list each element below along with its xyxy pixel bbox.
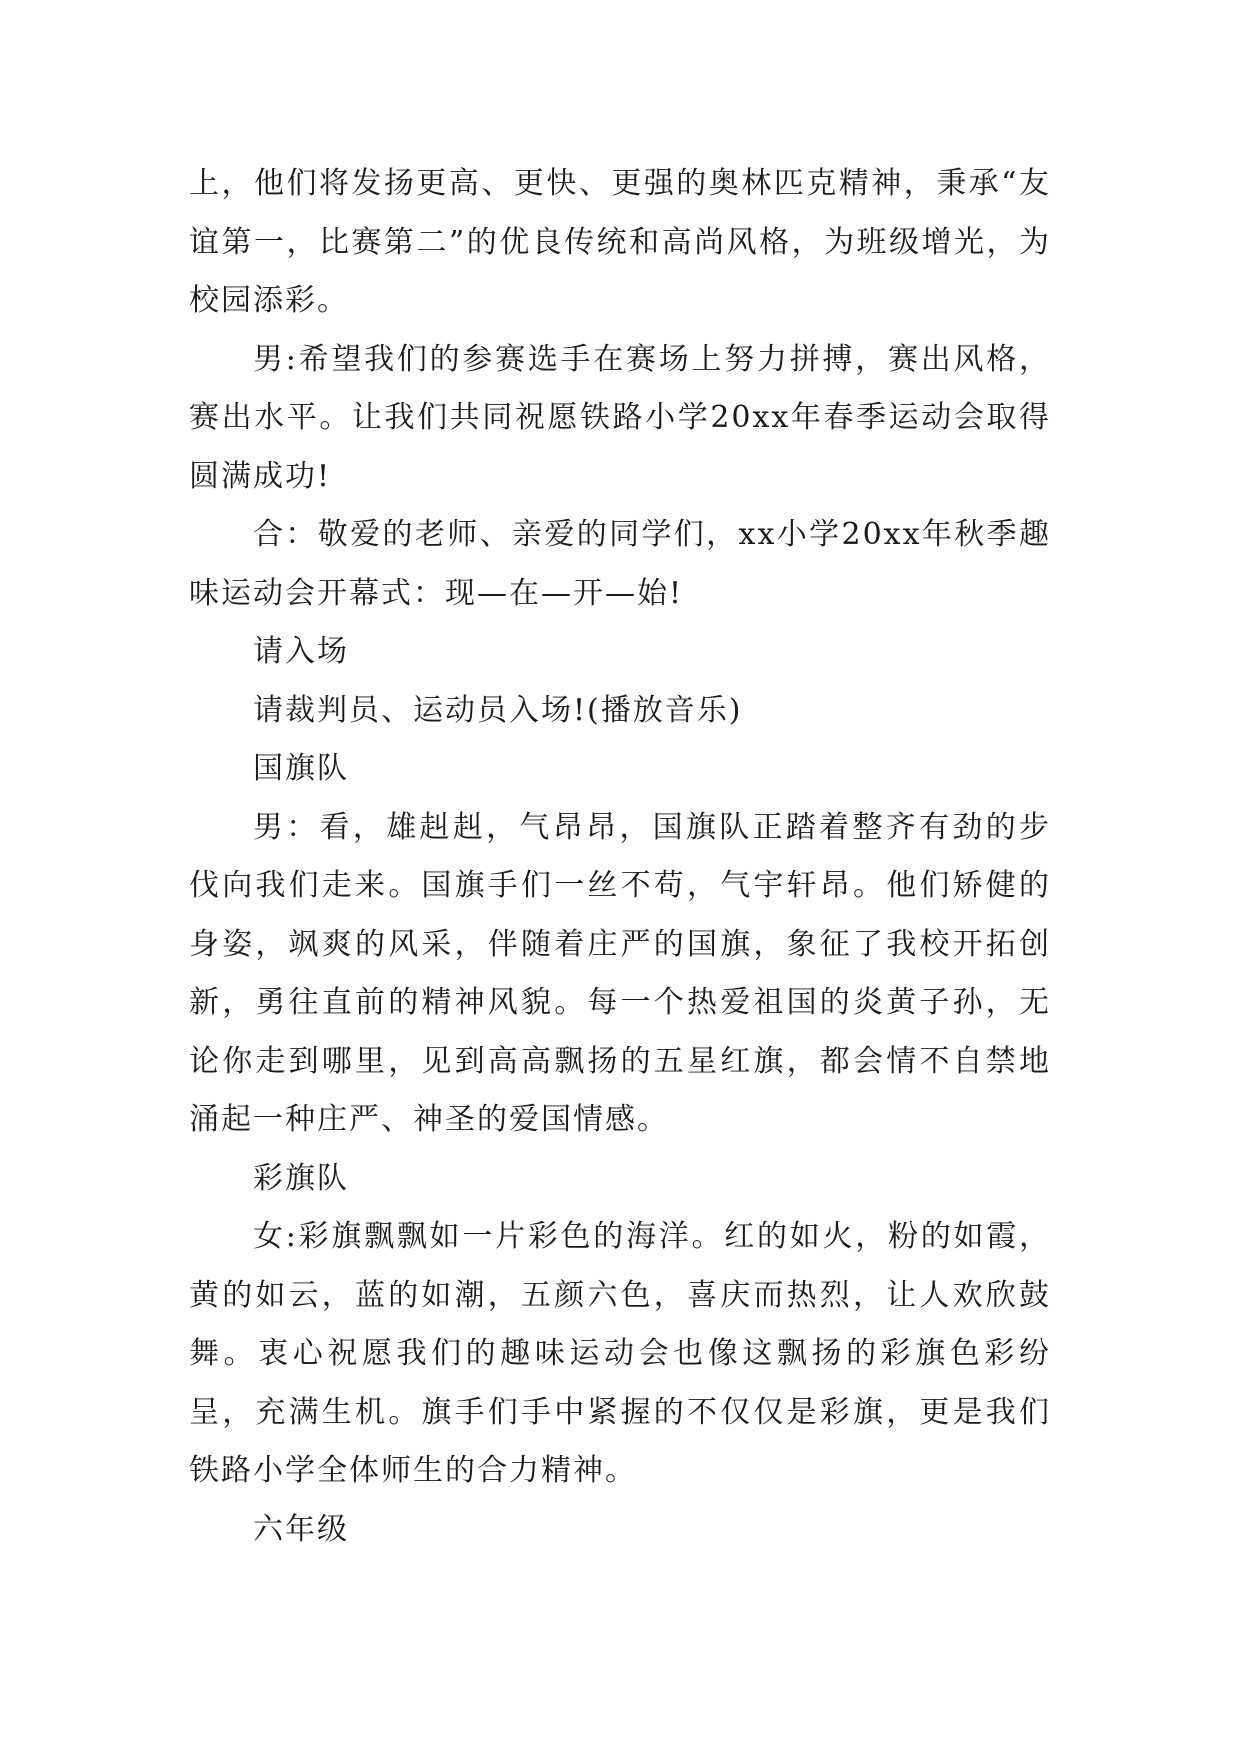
paragraph-male-host-wish: 男:希望我们的参赛选手在赛场上努力拼搏，赛出风格，赛出水平。让我们共同祝愿铁路小学20xx年春季运动会取得圆满成功! <box>189 341 1051 494</box>
paragraph-entrance-instruction: 请裁判员、运动员入场!(播放音乐) <box>253 692 743 728</box>
paragraph-continuation: 上，他们将发扬更高、更快、更强的奥林匹克精神，秉承“友谊第一，比赛第二”的优良传统和高尚风格，为班级增光，为校园添彩。 <box>189 166 1051 318</box>
paragraph-color-flag-team: 女:彩旗飘飘如一片彩色的海洋。红的如火，粉的如霞，黄的如云，蓝的如潮，五颜六色，喜庆而热烈，让人欢欣鼓舞。衷心祝愿我们的趣味运动会也像这飘扬的彩旗色彩纷呈，充满生机。旗手们手中紧握的不仅仅是彩旗，更是我们铁路小学全体师生的合力精神。 <box>189 1219 1051 1488</box>
section-heading-grade-six: 六年级 <box>253 1511 349 1547</box>
section-heading-entrance: 请入场 <box>253 634 349 669</box>
section-heading-color-flag-team: 彩旗队 <box>253 1160 349 1196</box>
section-heading-national-flag-team: 国旗队 <box>253 751 349 786</box>
paragraph-national-flag-team: 男：看，雄赳赳，气昂昂，国旗队正踏着整齐有劲的步伐向我们走来。国旗手们一丝不苟，气宇轩昂。他们矫健的身姿，飒爽的风采，伴随着庄严的国旗，象征了我校开拓创新，勇往直前的精神风貌。每一个热爱祖国的炎黄子孙，无论你走到哪里，见到高高飘扬的五星红旗，都会情不自禁地涌起一种庄严、神圣的爱国情感。 <box>189 809 1051 1137</box>
document-body <box>189 155 1051 1559</box>
paragraph-together-opening: 合：敬爱的老师、亲爱的同学们，xx小学20xx年秋季趣味运动会开幕式：现—在—开—始! <box>189 517 1051 611</box>
